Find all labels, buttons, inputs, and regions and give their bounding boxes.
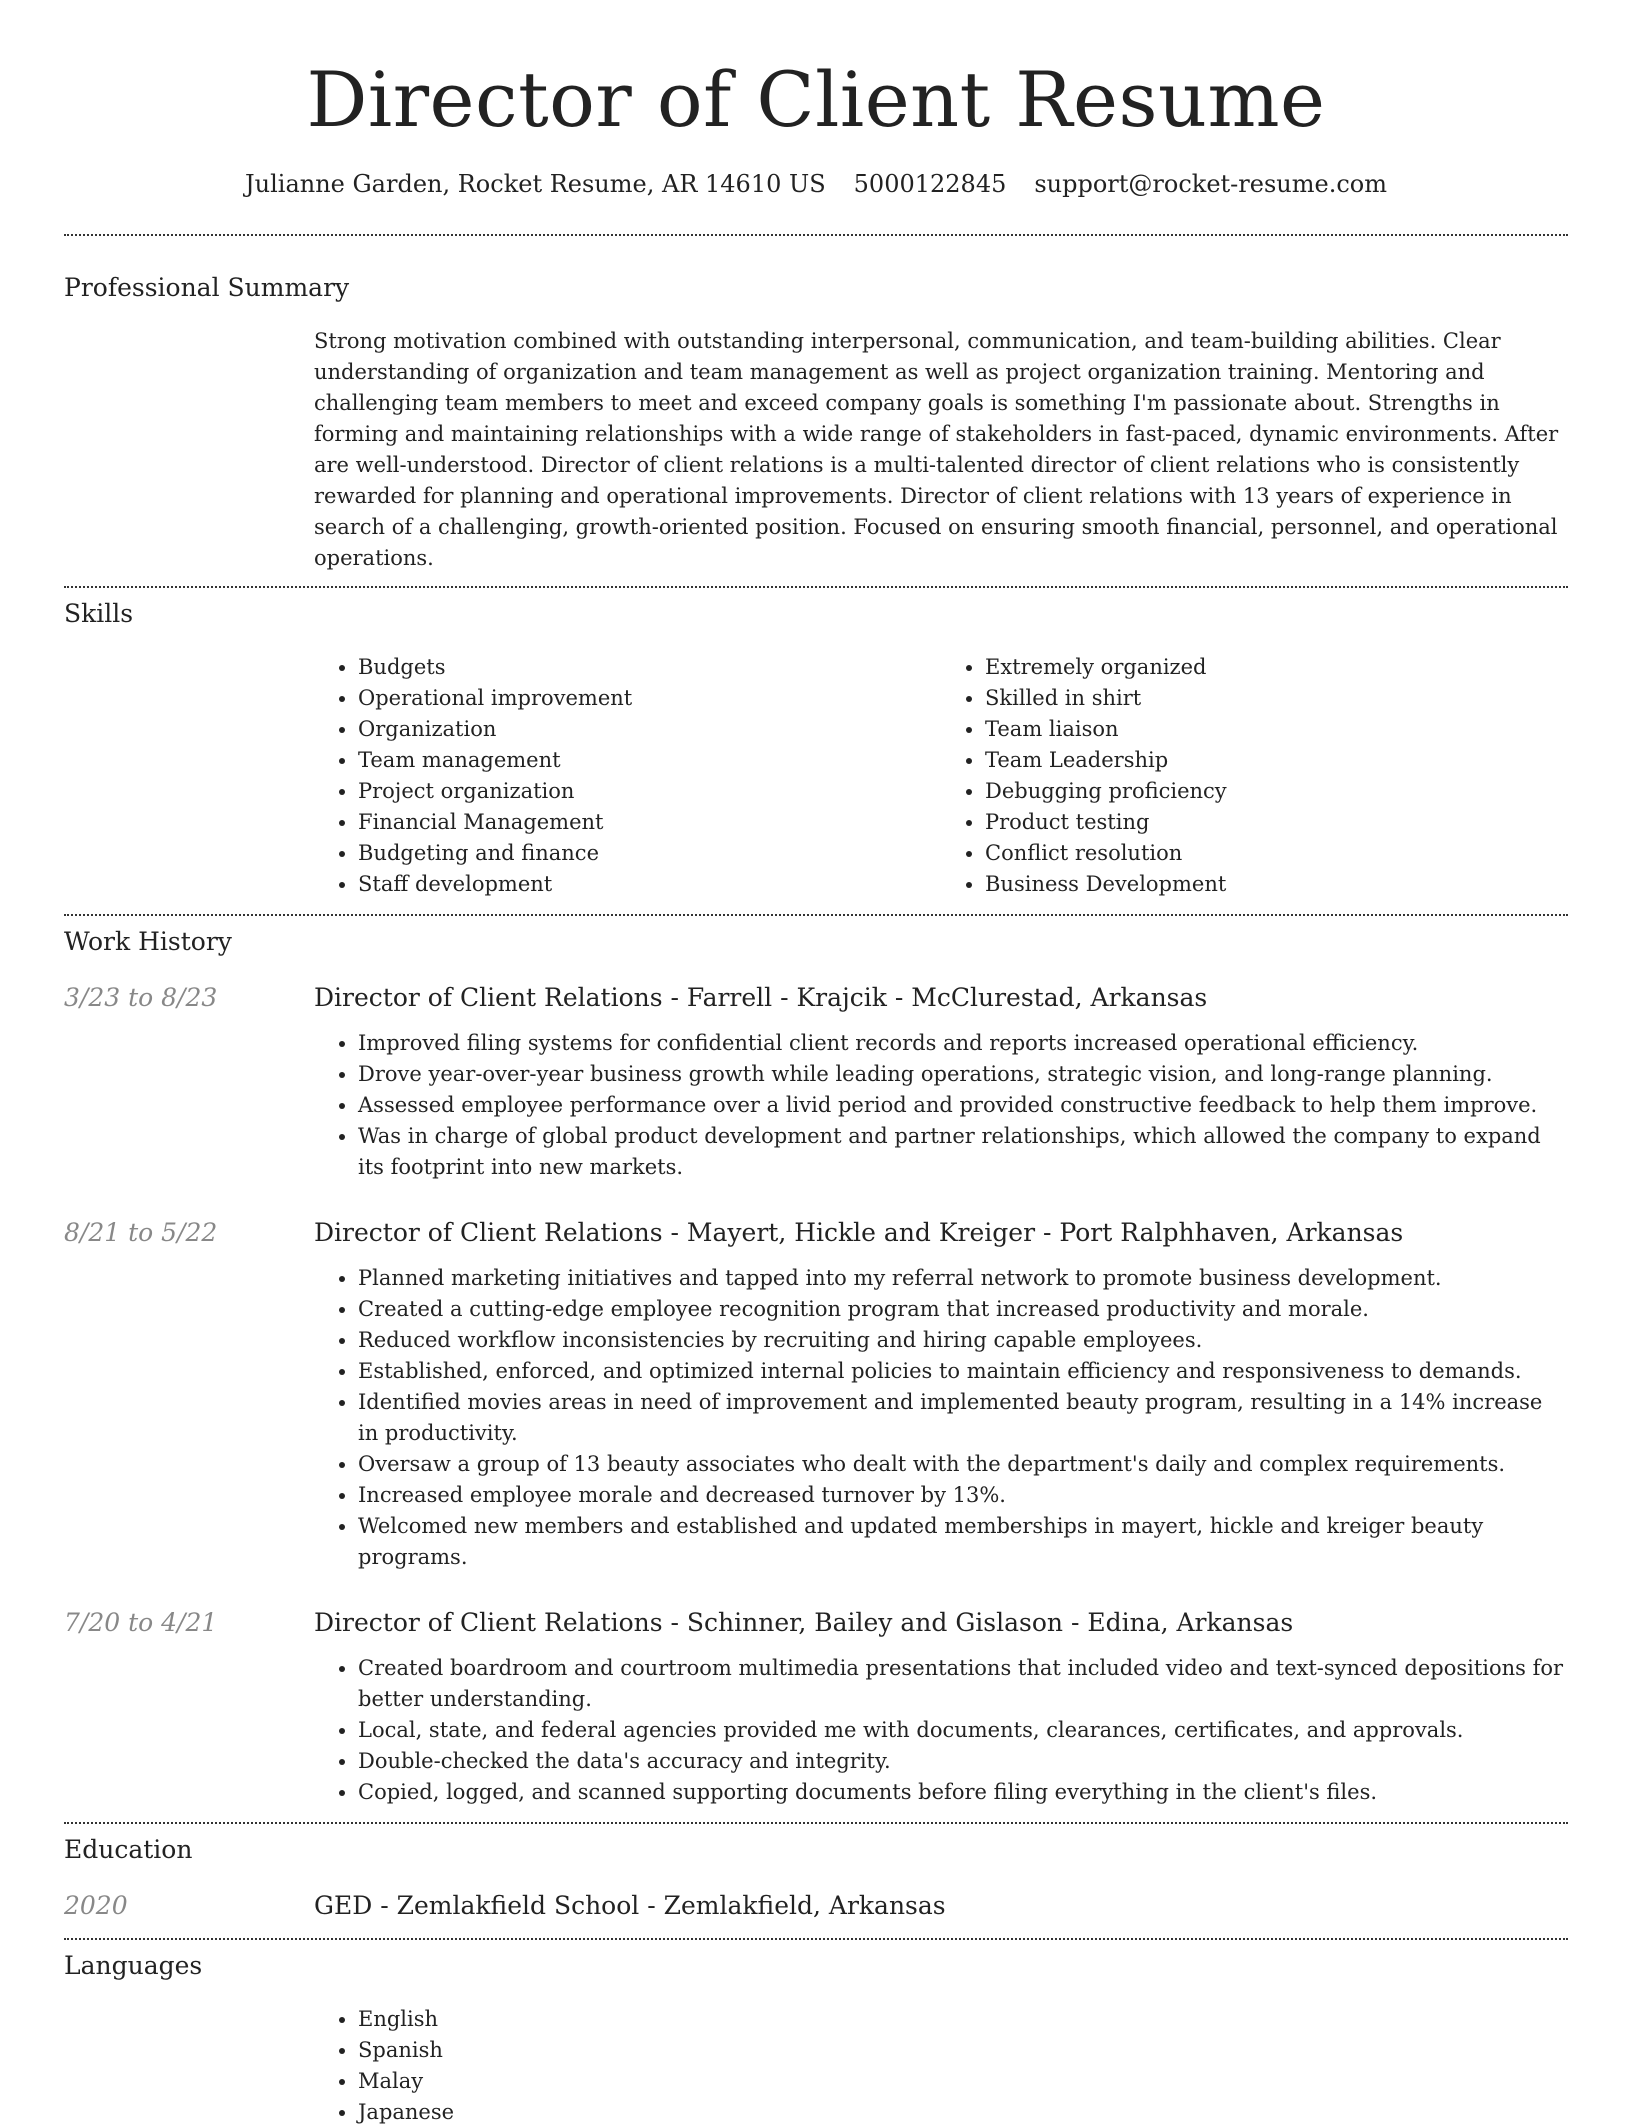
education-section [64, 1824, 1568, 1938]
job-entry [64, 1217, 1568, 1573]
skills-section [64, 588, 1568, 914]
job-title: Director of Client Relations - Farrell - Krajcik - McClurestad, Arkansas [314, 983, 1208, 1012]
list-item: • Reduced workflow inconsistencies by recruiting and hiring capable employees. [358, 1325, 1568, 1356]
list-item: • Was in charge of global product development and partner relationships, which allowed the company to expand its footprint into new markets. [358, 1121, 1568, 1183]
contact-address: Julianne Garden, Rocket Resume, AR 14610 US [245, 170, 826, 198]
work-heading: Work History [64, 927, 232, 956]
list-item: • Extremely organized [985, 652, 1568, 683]
list-item: • Created boardroom and courtroom multimedia presentations that included video and text-synced depositions for better understanding. [358, 1653, 1568, 1715]
education-heading: Education [64, 1835, 193, 1864]
list-item: • Established, enforced, and optimized internal policies to maintain efficiency and responsiveness to demands. [358, 1356, 1568, 1387]
list-item: • Budgets [358, 652, 941, 683]
languages-list [314, 2004, 1568, 2128]
list-item: • Increased employee morale and decreased turnover by 13%. [358, 1480, 1568, 1511]
education-title: GED - Zemlakfield School - Zemlakfield, Arkansas [314, 1891, 946, 1920]
list-item: • Japanese [358, 2097, 1568, 2128]
list-item: • Financial Management [358, 807, 941, 838]
education-year: 2020 [64, 1891, 128, 1920]
job-title: Director of Client Relations - Schinner, Bailey and Gislason - Edina, Arkansas [314, 1608, 1294, 1637]
job-title: Director of Client Relations - Mayert, Hickle and Kreiger - Port Ralphhaven, Arkansas [314, 1218, 1404, 1247]
resume-page [64, 0, 1568, 2128]
job-dates: 7/20 to 4/21 [64, 1608, 218, 1637]
list-item: • Budgeting and finance [358, 838, 941, 869]
list-item: • Created a cutting-edge employee recognition program that increased productivity and morale. [358, 1294, 1568, 1325]
summary-heading: Professional Summary [64, 273, 350, 302]
list-item: • Operational improvement [358, 683, 941, 714]
job-bullets [314, 1028, 1568, 1183]
list-item: • Team liaison [985, 714, 1568, 745]
list-item: • Project organization [358, 776, 941, 807]
summary-section [64, 236, 1568, 586]
summary-text: Strong motivation combined with outstanding interpersonal, communication, and team-building abilities. Clear understanding of organization and team management as well as project organization training. Mentoring and challenging team members to meet and exceed company goals is something I'm passionate about. Strengths in forming and maintaining relationships with a wide range of stakeholders in fast-paced, dynamic environments. After are well-understood. Director of client relations is a multi-talented director of client relations who is consistently rewarded for planning and operational improvements. Director of client relations with 13 years of experience in search of a challenging, growth-oriented position. Focused on ensuring smooth financial, personnel, and operational operations. [314, 329, 1559, 570]
list-item: • Organization [358, 714, 941, 745]
contact-phone: 5000122845 [853, 170, 1007, 198]
job-entry [64, 982, 1568, 1183]
list-item: • Welcomed new members and established and updated memberships in mayert, hickle and kreiger beauty programs. [358, 1511, 1568, 1573]
list-item: • Planned marketing initiatives and tapped into my referral network to promote business development. [358, 1263, 1568, 1294]
job-entry [64, 1607, 1568, 1822]
work-section [64, 916, 1568, 1822]
job-dates: 8/21 to 5/22 [64, 1218, 218, 1247]
skills-list-right [941, 652, 1568, 900]
list-item: • Improved filing systems for confidential client records and reports increased operational efficiency. [358, 1028, 1568, 1059]
list-item: • Identified movies areas in need of improvement and implemented beauty program, resulting in a 14% increase in productivity. [358, 1387, 1568, 1449]
list-item: • Product testing [985, 807, 1568, 838]
list-item: • Local, state, and federal agencies provided me with documents, clearances, certificates, and approvals. [358, 1715, 1568, 1746]
list-item: • Conflict resolution [985, 838, 1568, 869]
list-item: • English [358, 2004, 1568, 2035]
skills-heading: Skills [64, 599, 134, 628]
list-item: • Business Development [985, 869, 1568, 900]
contact-email: support@rocket-resume.com [1034, 170, 1387, 198]
list-item: • Assessed employee performance over a livid period and provided constructive feedback to help them improve. [358, 1090, 1568, 1121]
list-item: • Skilled in shirt [985, 683, 1568, 714]
skills-list-left [314, 652, 941, 900]
job-dates: 3/23 to 8/23 [64, 983, 218, 1012]
list-item: • Team management [358, 745, 941, 776]
job-bullets [314, 1263, 1568, 1573]
list-item: • Malay [358, 2066, 1568, 2097]
languages-heading: Languages [64, 1951, 203, 1980]
list-item: • Team Leadership [985, 745, 1568, 776]
list-item: • Staff development [358, 869, 941, 900]
contact-line [64, 168, 1568, 200]
list-item: • Drove year-over-year business growth while leading operations, strategic vision, and long-range planning. [358, 1059, 1568, 1090]
job-bullets [314, 1653, 1568, 1808]
list-item: • Debugging proficiency [985, 776, 1568, 807]
languages-section [64, 1940, 1568, 2128]
resume-title: Director of Client Resume [306, 55, 1326, 144]
list-item: • Copied, logged, and scanned supporting documents before filing everything in the client's files. [358, 1777, 1568, 1808]
list-item: • Spanish [358, 2035, 1568, 2066]
list-item: • Double-checked the data's accuracy and integrity. [358, 1746, 1568, 1777]
list-item: • Oversaw a group of 13 beauty associates who dealt with the department's daily and complex requirements. [358, 1449, 1568, 1480]
